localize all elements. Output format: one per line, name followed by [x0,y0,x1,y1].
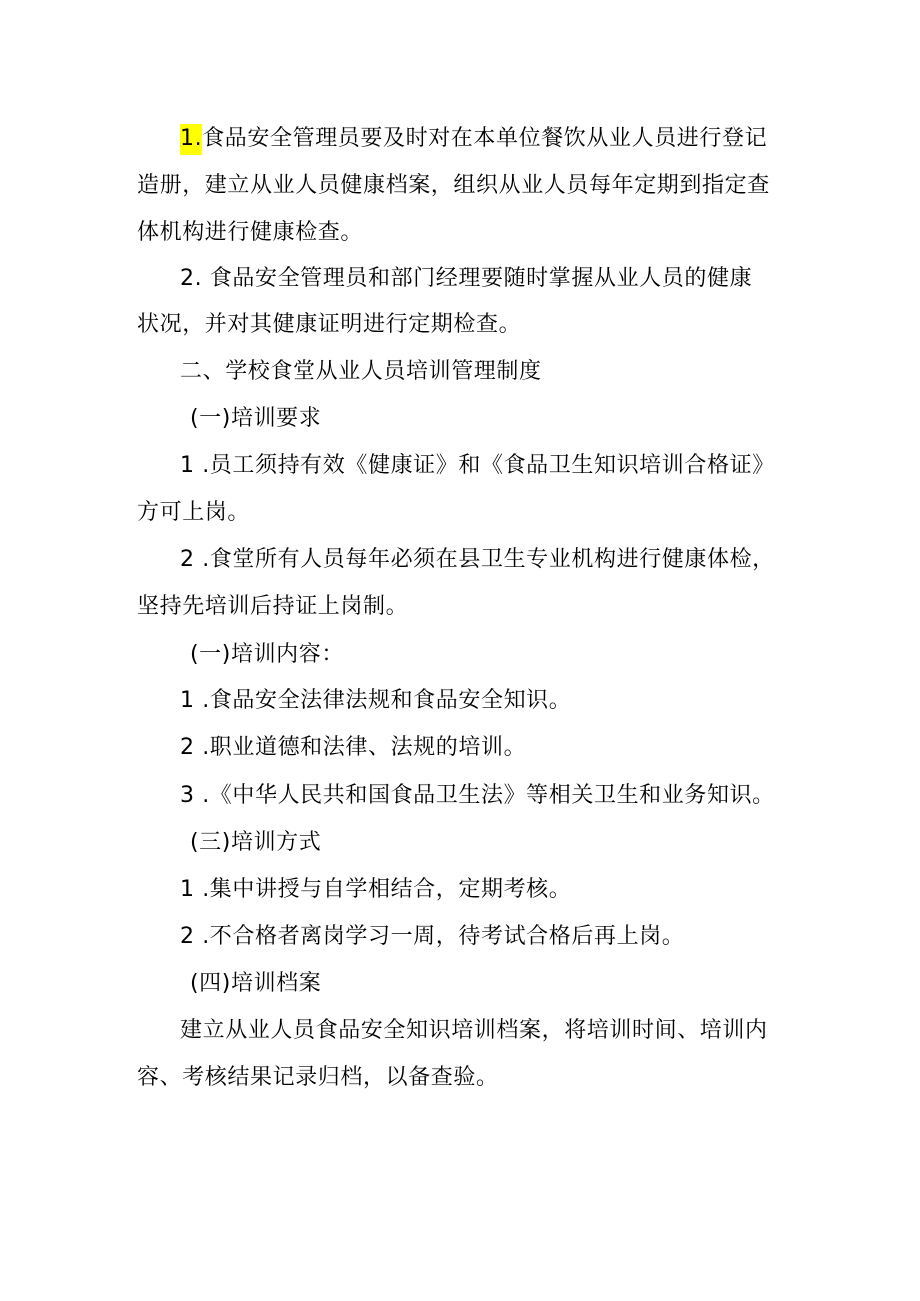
item1-text: 食品安全管理员要及时对在本单位餐饮从业人员进行登记 [202,126,768,151]
training-requirements-heading: (一)培训要求 [190,406,322,431]
training-content-heading: (一)培训内容： [190,642,344,667]
requirement2-line2: 坚持先培训后持证上岗制。 [137,594,409,619]
archive-line2: 容、考核结果记录归档，以备查验。 [137,1065,499,1090]
content-item3: 3 .《中华人民共和国食品卫生法》等相关卫生和业务知识。 [180,783,775,808]
item2-line2: 状况，并对其健康证明进行定期检查。 [137,312,522,337]
item1-line2: 造册，建立从业人员健康档案，组织从业人员每年定期到指定查 [137,173,770,198]
item2-line1: 2. 食品安全管理员和部门经理要随时掌握从业人员的健康 [180,266,753,291]
training-method-heading: (三)培训方式 [190,830,322,855]
requirement1-line2: 方可上岗。 [137,500,251,525]
requirement2-line1: 2 .食堂所有人员每年必须在县卫生专业机构进行健康体检， [180,547,775,572]
training-archive-heading: (四)培训档案 [190,971,322,996]
content-item1: 1 .食品安全法律法规和食品安全知识。 [180,688,572,713]
item1-line1 [180,124,767,154]
method-item2: 2 .不合格者离岗学习一周，待考试合格后再上岗。 [180,924,685,949]
section2-heading: 二、学校食堂从业人员培训管理制度 [180,359,542,384]
method-item1: 1 .集中讲授与自学相结合，定期考核。 [180,877,572,902]
highlighted-item-number: 1. [180,124,202,155]
content-item2: 2 .职业道德和法律、法规的培训。 [180,735,527,760]
requirement1-line1: 1 .员工须持有效《健康证》和《食品卫生知识培训合格证》 [180,453,775,478]
item1-line3: 体机构进行健康检查。 [137,220,364,245]
archive-line1: 建立从业人员食品安全知识培训档案，将培训时间、培训内 [180,1018,768,1043]
